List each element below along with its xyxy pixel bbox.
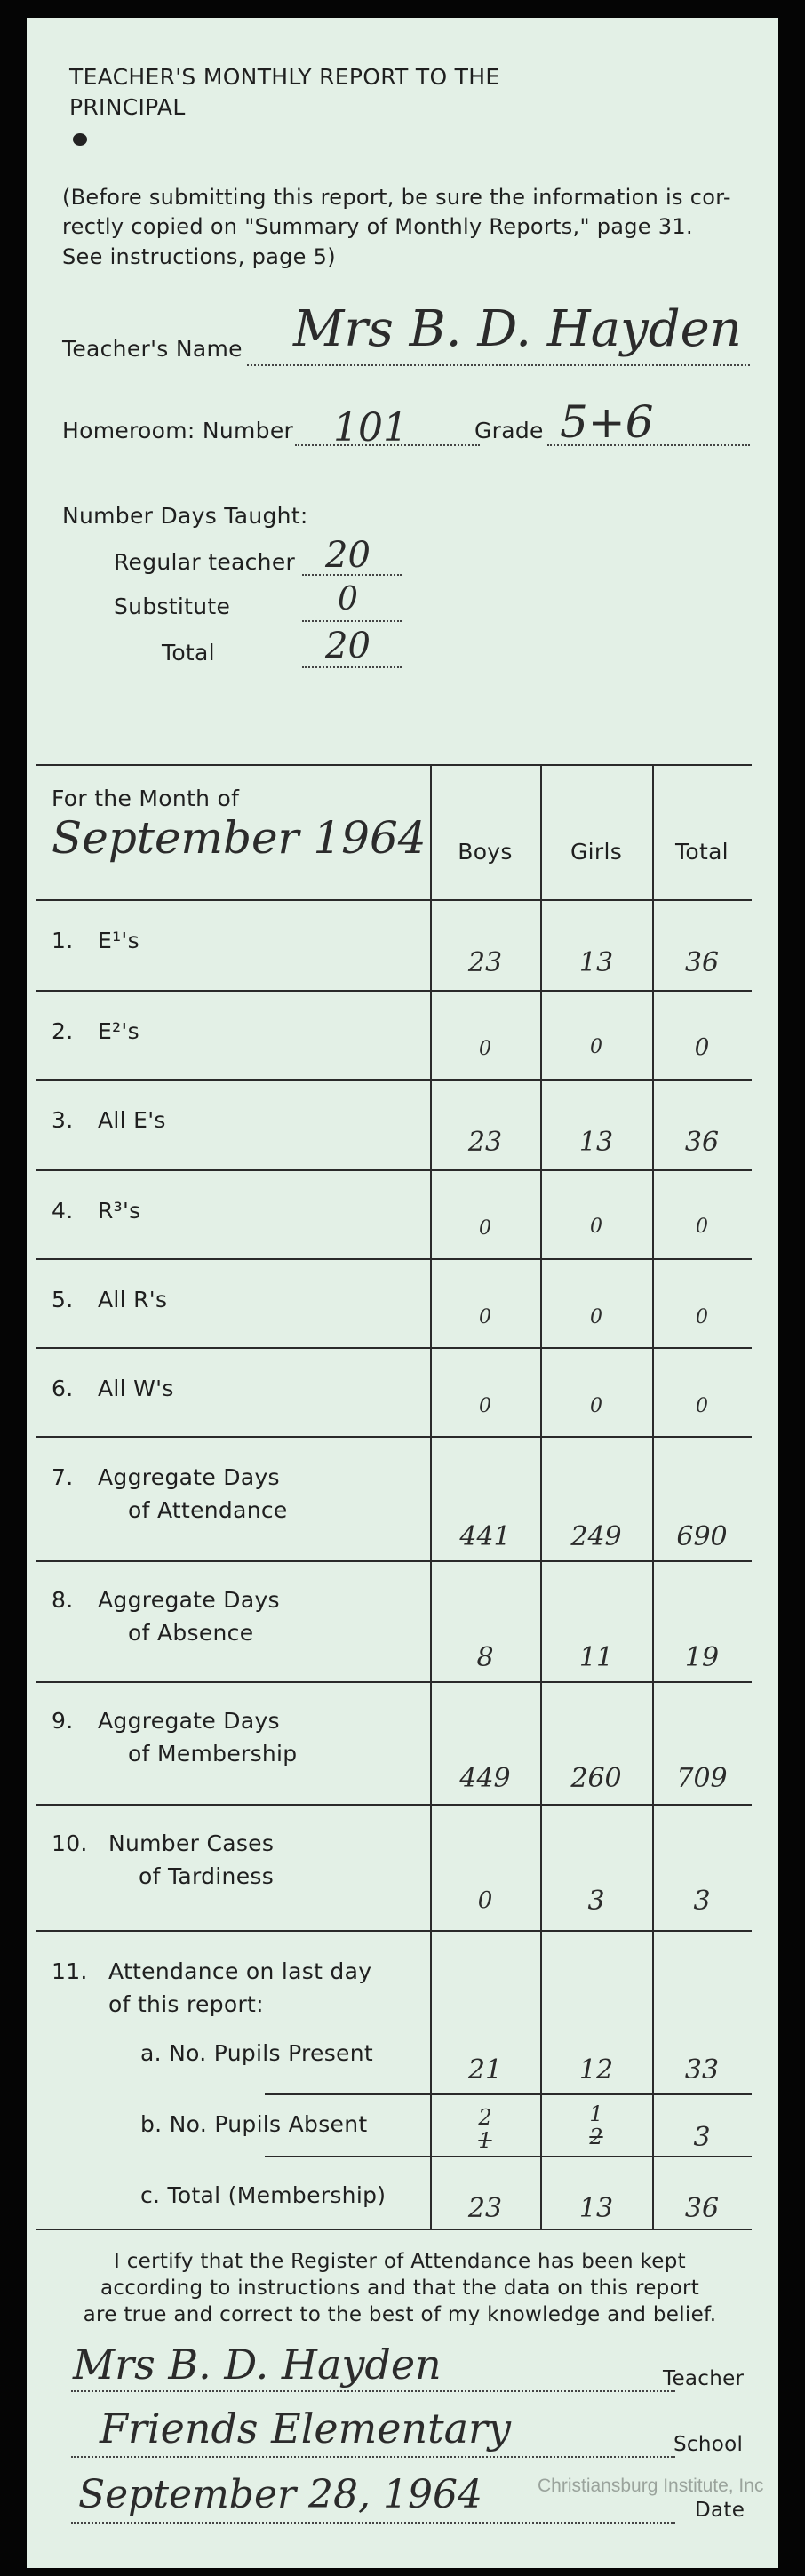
total-cell: 0: [696, 1306, 708, 1328]
boys-cell: 441: [459, 1521, 511, 1552]
girls-cell: 13: [578, 1127, 614, 1158]
girls-cell: 13: [578, 947, 614, 978]
total-days-line: [302, 666, 402, 668]
girls-cell: 0: [590, 1036, 602, 1058]
boys-cell: 0: [479, 1038, 491, 1060]
total-cell: 36: [684, 2193, 720, 2224]
certification-line2: according to instructions and that the data on this report: [100, 2277, 700, 2300]
boys-cell: 23: [467, 2193, 503, 2224]
pupils-absent-label: b. No. Pupils Absent: [140, 2111, 368, 2137]
boys-cell: 0: [479, 1217, 491, 1240]
instruction-note-line3: See instructions, page 5): [62, 244, 336, 269]
boys-cell: 21: [467, 2054, 503, 2086]
pupils-present-label: a. No. Pupils Present: [140, 2040, 373, 2066]
table-row-label: 10. Number Cases of Tardiness: [52, 1830, 275, 1889]
boys-absent-cell: 2 1: [478, 2105, 492, 2153]
table-row-label: 9. Aggregate Days of Membership: [52, 1708, 298, 1767]
instruction-note-line2: rectly copied on "Summary of Monthly Reports," page 31.: [62, 214, 693, 239]
table-row-label: 1. E¹'s: [52, 928, 139, 953]
date-label: Date: [695, 2499, 745, 2522]
boys-cell: 0: [477, 1887, 493, 1914]
report-title-line1: TEACHER'S MONTHLY REPORT TO THE: [69, 64, 500, 90]
total-cell: 3: [693, 1886, 711, 1917]
total-cell: 690: [676, 1521, 728, 1552]
girls-cell: 0: [590, 1395, 602, 1417]
table-row-label: 7. Aggregate Days of Attendance: [52, 1464, 288, 1523]
girls-cell: 12: [578, 2054, 614, 2086]
table-row-label: 4. R³'s: [52, 1198, 141, 1224]
girls-cell: 3: [587, 1886, 605, 1917]
col-header-total: Total: [675, 839, 729, 865]
table-row-label: 3. All E's: [52, 1107, 166, 1133]
total-cell: 36: [684, 947, 720, 978]
certification-line3: are true and correct to the best of my knowledge and belief.: [83, 2303, 717, 2326]
substitute-label: Substitute: [114, 594, 231, 619]
teacher-name-line: [247, 364, 750, 366]
total-cell: 709: [676, 1763, 728, 1794]
teacher-label: Teacher: [663, 2367, 745, 2390]
boys-cell: 449: [459, 1763, 511, 1794]
total-cell: 0: [696, 1395, 708, 1417]
month-label: For the Month of: [52, 786, 240, 811]
teacher-signature-line: [71, 2390, 675, 2392]
row11-label: 11. Attendance on last day of this report:: [52, 1958, 372, 2017]
regular-teacher-value: 20: [325, 535, 371, 576]
table-row-label: 8. Aggregate Days of Absence: [52, 1587, 280, 1646]
school-name: Friends Elementary: [100, 2405, 512, 2452]
total-cell: 3: [693, 2122, 711, 2153]
total-cell: 0: [694, 1034, 710, 1061]
substitute-value: 0: [338, 581, 358, 618]
regular-teacher-label: Regular teacher: [114, 549, 296, 575]
girls-absent-cell: 1 2: [589, 2101, 603, 2149]
report-sheet: [27, 18, 778, 2568]
total-cell: 33: [684, 2054, 720, 2086]
table-row-label: 6. All W's: [52, 1376, 174, 1401]
school-label: School: [673, 2433, 744, 2456]
days-taught-heading: Number Days Taught:: [62, 503, 308, 529]
homeroom-label: Homeroom: Number: [62, 418, 294, 443]
teacher-name-value: Mrs B. D. Hayden: [293, 300, 742, 358]
attendance-table: [36, 764, 752, 2230]
homeroom-value: 101: [333, 405, 408, 451]
report-date: September 28, 1964: [78, 2472, 482, 2517]
girls-cell: 0: [590, 1216, 602, 1238]
boys-cell: 0: [479, 1306, 491, 1328]
grade-label: Grade: [474, 418, 544, 443]
certification-line1: I certify that the Register of Attendance has been kept: [114, 2250, 686, 2273]
ink-blot: [73, 133, 87, 146]
girls-cell: 249: [570, 1521, 622, 1552]
boys-cell: 23: [467, 1127, 503, 1158]
total-days-label: Total: [162, 640, 215, 666]
table-row-label: 2. E²'s: [52, 1018, 139, 1044]
total-cell: 19: [684, 1642, 720, 1673]
girls-cell: 260: [570, 1763, 622, 1794]
col-header-boys: Boys: [458, 839, 513, 865]
total-membership-label: c. Total (Membership): [140, 2182, 387, 2208]
teacher-signature: Mrs B. D. Hayden: [73, 2341, 442, 2389]
boys-cell: 0: [479, 1395, 491, 1417]
boys-cell: 8: [476, 1642, 494, 1673]
report-title-line2: PRINCIPAL: [69, 94, 186, 120]
instruction-note-line1: (Before submitting this report, be sure the information is cor-: [62, 185, 731, 210]
teacher-name-label: Teacher's Name: [62, 336, 243, 362]
substitute-line: [302, 620, 402, 622]
table-row-label: 5. All R's: [52, 1287, 168, 1312]
school-line: [71, 2456, 675, 2458]
month-value: September 1964: [52, 812, 426, 864]
total-cell: 36: [684, 1127, 720, 1158]
girls-cell: 11: [578, 1642, 614, 1673]
girls-cell: 0: [590, 1306, 602, 1328]
boys-cell: 23: [467, 947, 503, 978]
date-line: [71, 2522, 675, 2524]
grade-value: 5+6: [560, 396, 654, 448]
girls-cell: 13: [578, 2193, 614, 2224]
col-header-girls: Girls: [570, 839, 623, 865]
total-cell: 0: [696, 1216, 708, 1238]
total-days-value: 20: [325, 626, 371, 666]
watermark: Christiansburg Institute, Inc: [538, 2476, 764, 2496]
